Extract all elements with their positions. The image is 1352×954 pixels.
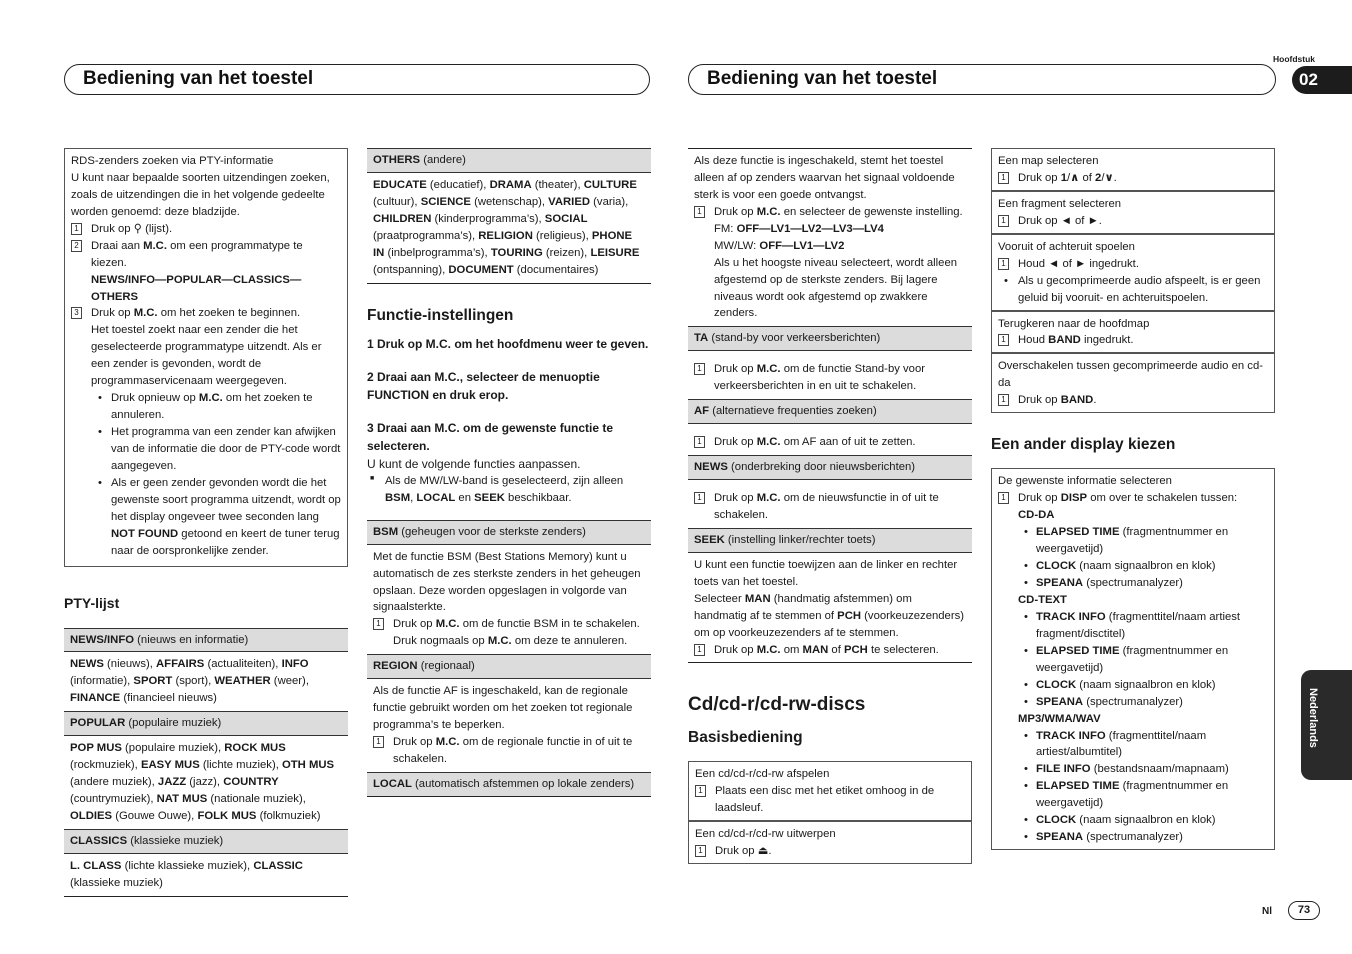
af-body: [688, 424, 972, 456]
pty-step-3: 3 Druk op M.C. om het zoeken te beginnen.: [71, 305, 341, 322]
pty-entry: L. CLASS (lichte klassieke muziek),: [70, 859, 254, 872]
pty-entry: INFO (informatie),: [70, 658, 309, 688]
left-page-header: [64, 64, 650, 95]
display-mode-item: • TRACK INFO (fragmenttitel/naam artiest/albumtitel): [998, 728, 1268, 762]
track-box: [991, 191, 1275, 234]
language-tab-label: Nederlands: [1307, 688, 1319, 748]
region-body: [367, 679, 651, 773]
pty-entry: DOCUMENT (documentaires): [448, 263, 599, 276]
display-step: 1 Druk op DISP om over te schakelen tussen:: [998, 490, 1268, 507]
display-mode-item: • TRACK INFO (fragmenttitel/naam artiest fragment/disctitel): [998, 609, 1268, 643]
pty-step-2: 2 Draai aan M.C. om een programmatype te kiezen.: [71, 238, 341, 272]
pty-entry: EDUCATE (educatief),: [373, 178, 490, 191]
pty-entry: COUNTRY (countrymuziek),: [70, 776, 279, 805]
pty-types: NEWS/INFO—POPULAR—CLASSICS—OTHERS: [91, 273, 302, 303]
cd-section-title: Cd/cd-r/cd-rw-discs: [688, 694, 866, 716]
pty-entry: SPORT (sport),: [133, 675, 215, 688]
pty-step-1: 1 Druk op ⚲ (lijst).: [71, 221, 341, 238]
right-page-title: Bediening van het toestel: [707, 68, 938, 89]
switch-box: [991, 353, 1275, 413]
others-items: [367, 173, 651, 283]
pty-search-box: [64, 148, 348, 567]
mp3-label: MP3/WMA/WAV: [1018, 712, 1101, 725]
page-number: 73: [1288, 901, 1320, 920]
display-box: [991, 468, 1275, 850]
display-mode-item: • ELAPSED TIME (fragmentnummer en weergavetijd): [998, 778, 1268, 812]
region-header: REGION (regionaal): [367, 655, 651, 679]
ff-title: Vooruit of achteruit spoelen: [998, 240, 1135, 253]
chapter-number-badge: 02: [1292, 66, 1352, 94]
af-step: 1 Druk op M.C. om AF aan of uit te zetten.: [694, 434, 966, 451]
track-title: Een fragment selecteren: [998, 197, 1122, 210]
pty-entry: PHONE IN (inbelprogramma’s),: [373, 229, 633, 259]
eject-icon: ⏏.: [757, 844, 772, 857]
functie-step-3: 3 Draai aan M.C. om de gewenste functie te selecteren.: [367, 420, 614, 453]
ta-header: TA (stand-by voor verkeersberichten): [688, 327, 972, 351]
others-table: [367, 148, 651, 284]
main-folder-title: Terugkeren naar de hoofdmap: [998, 317, 1150, 330]
bsm-header: BSM (geheugen voor de sterkste zenders): [367, 520, 651, 545]
display-mode-item: • FILE INFO (bestandsnaam/mapnaam): [998, 761, 1268, 778]
pty-entry: VARIED (varia),: [548, 195, 629, 208]
display-mode-item: • SPEANA (spectrumanalyzer): [998, 694, 1268, 711]
track-step: 1 Druk op ◄ of ►.: [998, 213, 1268, 230]
news-body: [688, 480, 972, 529]
column-1: [64, 148, 348, 897]
pty-entry: DRAMA (theater),: [489, 178, 584, 191]
cdda-label: CD-DA: [1018, 509, 1055, 522]
display-mode-item: • CLOCK (naam signaalbron en klok): [998, 812, 1268, 829]
page-language-code: Nl: [1262, 906, 1272, 917]
pty-box-intro: U kunt naar bepaalde soorten uitzendingen zoeken, zoals de uitzendingen die in het volgende gedeelte worden genoemd: deze bladzijde.: [71, 171, 330, 218]
news-step: 1 Druk op M.C. om de nieuwsfunctie in of uit te schakelen.: [694, 490, 966, 524]
folder-title: Een map selecteren: [998, 155, 1099, 167]
news-info-header: NEWS/INFO (nieuws en informatie): [64, 628, 348, 653]
pty-entry: SOCIAL (praatprogramma’s),: [373, 212, 588, 242]
pty-entry: SCIENCE (wetenschap),: [420, 195, 549, 208]
pty-bullet-2: • Het programma van een zender kan afwijken van de informatie die door de PTY-code wordt aangegeven.: [71, 424, 341, 475]
function-table-cont: [688, 148, 972, 663]
bsm-step: 1 Druk op M.C. om de functie BSM in te schakelen.: [373, 616, 645, 633]
pty-box-title: RDS-zenders zoeken via PTY-informatie: [71, 155, 274, 167]
basis-title: Basisbediening: [688, 728, 803, 746]
ff-step: 1 Houd ◄ of ► ingedrukt.: [998, 256, 1268, 273]
display-mode-item: • CLOCK (naam signaalbron en klok): [998, 677, 1268, 694]
main-folder-step: 1 Houd BAND ingedrukt.: [998, 332, 1268, 349]
pty-entry: FOLK MUS (folkmuziek): [197, 809, 321, 822]
functie-step-3-desc: U kunt de volgende functies aanpassen.: [367, 456, 581, 471]
local-step: 1 Druk op M.C. en selecteer de gewenste instelling.: [694, 204, 966, 221]
display-title: Een ander display kiezen: [991, 436, 1176, 454]
cdtext-label: CD-TEXT: [1018, 594, 1067, 606]
column-3: [688, 148, 972, 864]
pty-entry: RELIGION (religieus),: [478, 229, 592, 242]
pty-entry: CLASSIC (klassieke muziek): [70, 859, 303, 889]
bsm-desc: Met de functie BSM (Best Stations Memory) kunt u automatisch de zes sterkste zenders in het geheugen opslaan. Deze worden opgeslagen in volgorde van signaalsterkte.: [373, 550, 641, 614]
display-mode-item: • ELAPSED TIME (fragmentnummer en weergavetijd): [998, 643, 1268, 677]
cdda-list: [998, 524, 1268, 592]
local-desc: Als deze functie is ingeschakeld, stemt het toestel alleen af op zenders waarvan het signaal voldoende sterk is voor een goede ontvangst.: [694, 155, 955, 201]
display-box-title: De gewenste informatie selecteren: [998, 475, 1172, 488]
search-icon: ⚲: [133, 222, 142, 235]
display-mode-item: • SPEANA (spectrumanalyzer): [998, 829, 1268, 846]
pty-bullet-1: • Druk opnieuw op M.C. om het zoeken te annuleren.: [71, 390, 341, 424]
display-mode-item: • SPEANA (spectrumanalyzer): [998, 575, 1268, 592]
bsm-step-cancel: Druk nogmaals op M.C. om deze te annuleren.: [393, 635, 628, 648]
column-2: [367, 148, 651, 797]
pty-entry: POP MUS (populaire muziek),: [70, 742, 225, 755]
local-mw-levels: MW/LW: OFF—LV1—LV2: [714, 239, 845, 252]
cdtext-list: [998, 609, 1268, 711]
pty-entry: WEATHER (weer),: [214, 675, 309, 688]
mp3-list: [998, 728, 1268, 847]
classics-items: [64, 854, 348, 896]
seek-desc-2: Selecteer MAN (handmatig afstemmen) om handmatig af te stemmen of PCH (voorkeuzezenders) om op voorkeuzezenders af te stemmen.: [694, 592, 965, 639]
pty-entry: LEISURE (ontspanning),: [373, 246, 640, 276]
eject-box: [688, 821, 972, 864]
column-4: [991, 148, 1275, 850]
news-header: NEWS (onderbreking door nieuwsberichten): [688, 456, 972, 480]
folder-step: 1 Druk op 1/∧ of 2/∨.: [998, 170, 1268, 187]
pty-list-title: PTY-lijst: [64, 594, 120, 611]
pty-entry: ROCK MUS (rockmuziek),: [70, 742, 286, 772]
pty-entry: AFFAIRS (actualiteiten),: [156, 658, 282, 671]
seek-step: 1 Druk op M.C. om MAN of PCH te selecteren.: [694, 642, 966, 659]
pty-entry: OLDIES (Gouwe Ouwe),: [70, 809, 198, 822]
pty-entry: FINANCE (financieel nieuws): [70, 692, 217, 705]
play-step: 1 Plaats een disc met het etiket omhoog in de laadsleuf.: [695, 783, 965, 817]
seek-body: [688, 553, 972, 663]
functie-note: ■ Als de MW/LW-band is geselecteerd, zijn alleen BSM, LOCAL en SEEK beschikbaar.: [367, 473, 651, 507]
ff-box: [991, 234, 1275, 311]
basis-box: [688, 761, 972, 864]
functie-step-1: 1 Druk op M.C. om het hoofdmenu weer te geven.: [367, 336, 649, 351]
pty-entry: CHILDREN (kinderprogramma’s),: [373, 212, 545, 225]
eject-title: Een cd/cd-r/cd-rw uitwerpen: [695, 828, 836, 840]
others-header: OTHERS (andere): [367, 148, 651, 173]
pty-entry: TOURING (reizen),: [490, 246, 591, 259]
display-mode-item: • CLOCK (naam signaalbron en klok): [998, 558, 1268, 575]
local-header: LOCAL (automatisch afstemmen op lokale zenders): [367, 773, 651, 796]
play-box: [688, 761, 972, 821]
pty-entry: CULTURE (cultuur),: [373, 178, 637, 208]
main-folder-box: [991, 311, 1275, 354]
controls-box: [991, 148, 1275, 413]
chapter-label: Hoofdstuk: [1273, 54, 1316, 64]
pty-entry: NAT MUS (nationale muziek),: [156, 793, 306, 805]
play-title: Een cd/cd-r/cd-rw afspelen: [695, 768, 830, 781]
region-desc: Als de functie AF is ingeschakeld, kan de regionale functie gebruikt worden om het zoeken tot regionale programma’s te beperken.: [373, 685, 633, 732]
switch-step: 1 Druk op BAND.: [998, 392, 1268, 409]
news-info-items: [64, 652, 348, 712]
pty-step-3-desc: Het toestel zoekt naar een zender die het geselecteerde programmatype uitzendt. Als er een zender is gevonden, wordt de programmaservicenaam weergegeven.: [91, 324, 322, 388]
up-arrow-icon: ∧: [1070, 171, 1080, 184]
eject-step: 1 Druk op ⏏.: [695, 843, 965, 860]
display-mode-item: • ELAPSED TIME (fragmentnummer en weergavetijd): [998, 524, 1268, 558]
pty-bullet-3: • Als er geen zender gevonden wordt die het gewenste soort programma uitzendt, wordt op het display ongeveer twee seconden lang NOT FOUND getoond en keert de tuner terug naar de oorspronkelijke zender.: [71, 475, 341, 560]
pty-entry: OTH MUS (andere muziek),: [70, 759, 335, 789]
pty-entry: JAZZ (jazz),: [157, 776, 224, 789]
region-step: 1 Druk op M.C. om de regionale functie in of uit te schakelen.: [373, 734, 645, 768]
function-table: [367, 520, 651, 797]
ff-note: • Als u gecomprimeerde audio afspeelt, is er geen geluid bij vooruit- en achteruitspoelen.: [998, 273, 1268, 307]
seek-desc: U kunt een functie toewijzen aan de linker en rechter toets van het toestel.: [694, 558, 958, 588]
local-fm-levels: FM: OFF—LV1—LV2—LV3—LV4: [714, 222, 884, 235]
ta-body: [688, 351, 972, 400]
pty-list-table: [64, 628, 348, 897]
left-page-title: Bediening van het toestel: [83, 68, 314, 89]
switch-title: Overschakelen tussen gecomprimeerde audio en cd-da: [998, 360, 1263, 390]
af-header: AF (alternatieve frequenties zoeken): [688, 400, 972, 424]
pty-entry: NEWS (nieuws),: [70, 658, 157, 671]
classics-header: CLASSICS (klassieke muziek): [64, 830, 348, 854]
local-note: Als u het hoogste niveau selecteert, wordt alleen afgestemd op de sterkste zenders. Bij lagere niveaus wordt ook afgestemd op zwakkere zenders.: [714, 256, 958, 320]
functie-step-2: 2 Draai aan M.C., selecteer de menuoptie FUNCTION en druk erop.: [367, 369, 600, 402]
popular-header: POPULAR (populaire muziek): [64, 712, 348, 736]
right-page-header: [688, 64, 1276, 95]
functie-title: Functie-instellingen: [367, 306, 514, 324]
down-arrow-icon: ∨: [1104, 171, 1114, 184]
popular-items: [64, 736, 348, 830]
pty-entry: EASY MUS (lichte muziek),: [140, 759, 282, 772]
folder-box: [991, 148, 1275, 191]
seek-header: SEEK (instelling linker/rechter toets): [688, 529, 972, 553]
ta-step: 1 Druk op M.C. om de functie Stand-by voor verkeersberichten in en uit te schakelen.: [694, 361, 966, 395]
local-body: [688, 149, 972, 327]
bsm-body: [367, 545, 651, 656]
